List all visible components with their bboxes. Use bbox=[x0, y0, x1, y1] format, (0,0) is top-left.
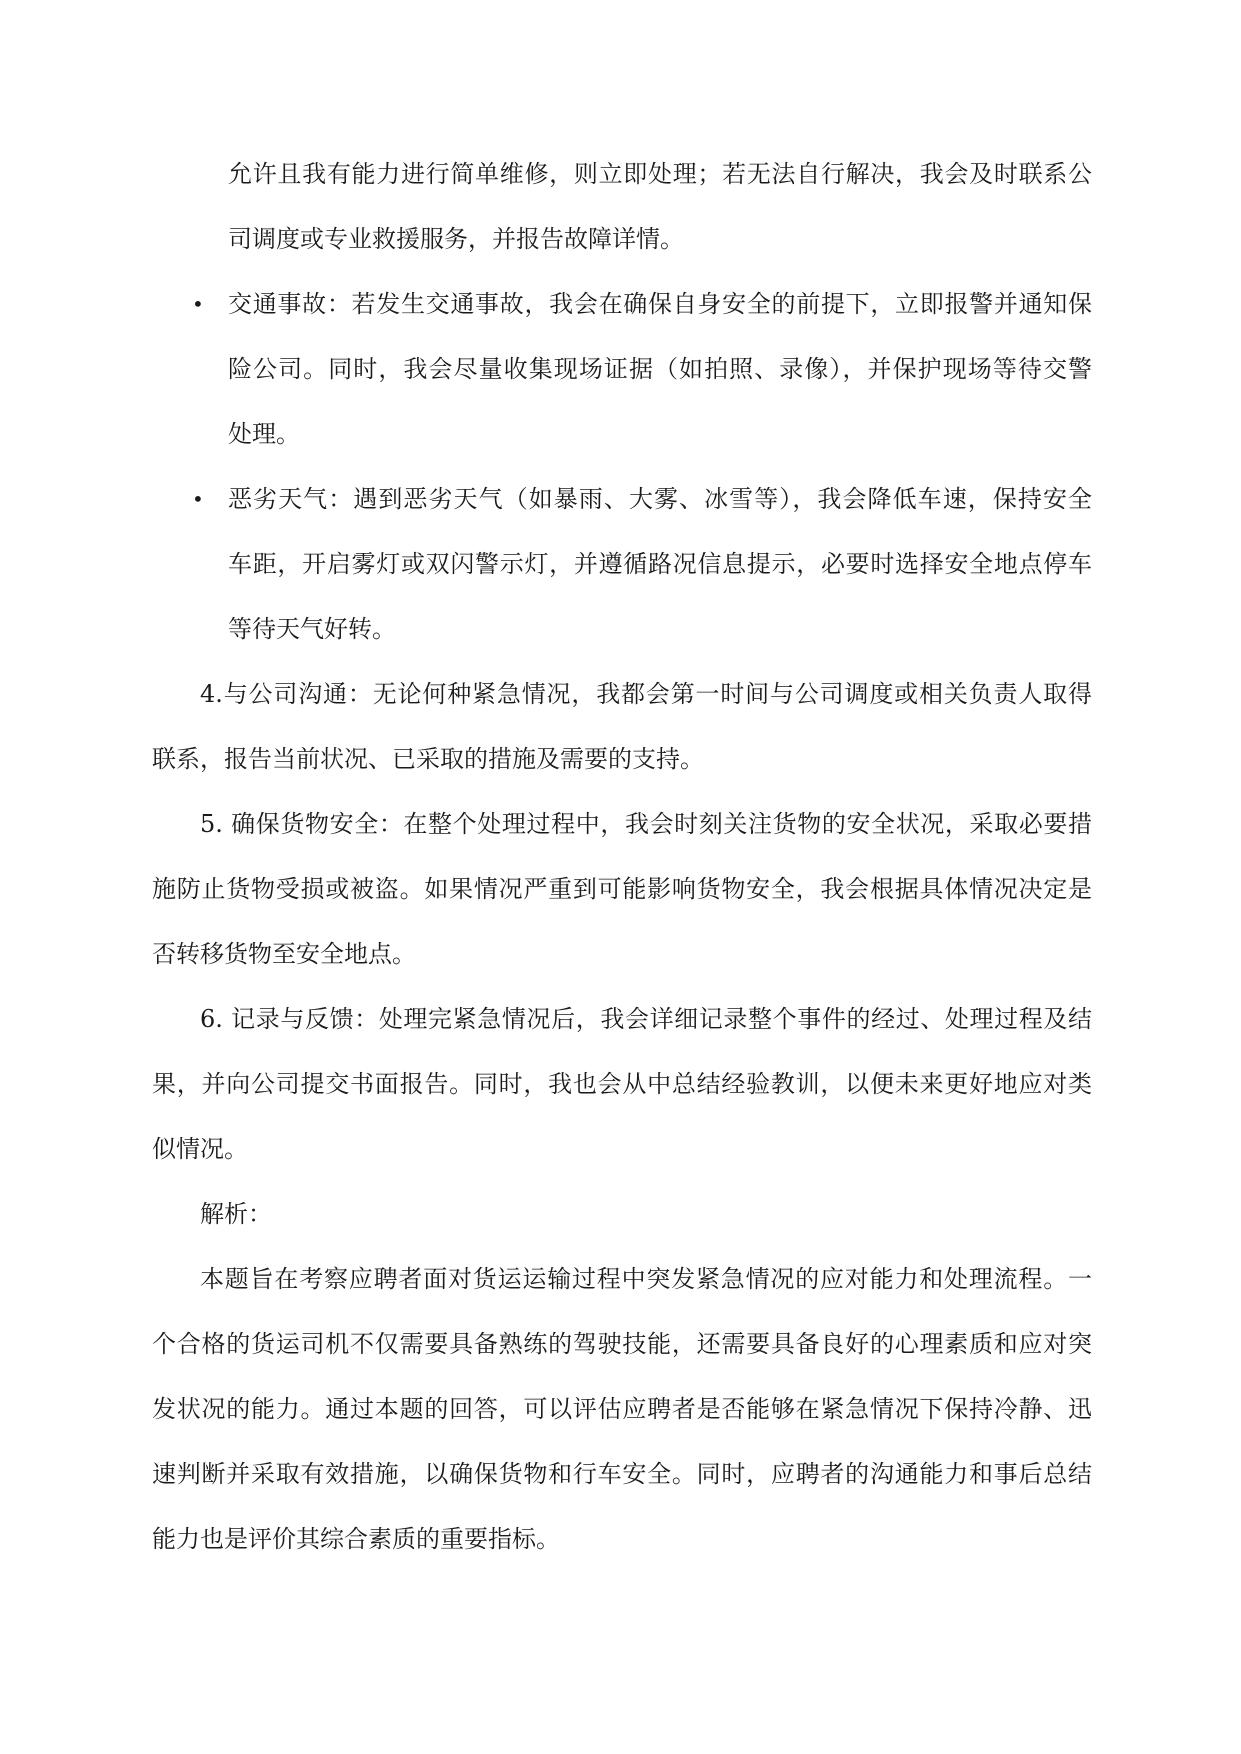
list-item-vehicle-breakdown bbox=[152, 142, 1092, 272]
paragraph-line: 果，并向公司提交书面报告。同时，我也会从中总结经验教训，以便未来更好地应对类 bbox=[152, 1070, 1092, 1098]
analysis-heading-text: 解析： bbox=[200, 1200, 272, 1228]
list-item-bad-weather bbox=[152, 467, 1092, 662]
paragraph-line: 速判断并采取有效措施，以确保货物和行车安全。同时，应聘者的沟通能力和事后总结 bbox=[152, 1460, 1092, 1488]
list-item-line: 司调度或专业救援服务，并报告故障详情。 bbox=[228, 225, 684, 253]
paragraph-cargo-safety bbox=[152, 792, 1092, 987]
paragraph-line: 4.与公司沟通：无论何种紧急情况，我都会第一时间与公司调度或相关负责人取得 bbox=[200, 680, 1092, 708]
paragraph-analysis bbox=[152, 1247, 1092, 1572]
paragraph-line: 发状况的能力。通过本题的回答，可以评估应聘者是否能够在紧急情况下保持冷静、迅 bbox=[152, 1395, 1092, 1423]
list-item-line: 车距，开启雾灯或双闪警示灯，并遵循路况信息提示，必要时选择安全地点停车 bbox=[228, 550, 1092, 578]
list-item-line: 交通事故：若发生交通事故，我会在确保自身安全的前提下，立即报警并通知保 bbox=[228, 290, 1092, 318]
analysis-heading bbox=[152, 1182, 1092, 1247]
paragraph-line: 联系，报告当前状况、已采取的措施及需要的支持。 bbox=[152, 745, 704, 773]
list-item-line: 处理。 bbox=[228, 420, 300, 448]
paragraph-line: 施防止货物受损或被盗。如果情况严重到可能影响货物安全，我会根据具体情况决定是 bbox=[152, 875, 1092, 903]
paragraph-line: 否转移货物至安全地点。 bbox=[152, 940, 416, 968]
paragraph-line: 似情况。 bbox=[152, 1135, 248, 1163]
bullet-marker-icon: • bbox=[192, 487, 204, 511]
paragraph-line: 5. 确保货物安全：在整个处理过程中，我会时刻关注货物的安全状况，采取必要措 bbox=[200, 810, 1092, 838]
list-item-traffic-accident bbox=[152, 272, 1092, 467]
paragraph-line: 本题旨在考察应聘者面对货运运输过程中突发紧急情况的应对能力和处理流程。一 bbox=[200, 1265, 1092, 1293]
document-body bbox=[152, 142, 1092, 1572]
list-item-line: 恶劣天气：遇到恶劣天气（如暴雨、大雾、冰雪等），我会降低车速，保持安全 bbox=[228, 485, 1092, 513]
paragraph-line: 能力也是评价其综合素质的重要指标。 bbox=[152, 1525, 560, 1553]
list-item-line: 等待天气好转。 bbox=[228, 615, 396, 643]
paragraph-communicate bbox=[152, 662, 1092, 792]
paragraph-record-feedback bbox=[152, 987, 1092, 1182]
paragraph-line: 6. 记录与反馈：处理完紧急情况后，我会详细记录整个事件的经过、处理过程及结 bbox=[200, 1005, 1092, 1033]
list-item-line: 险公司。同时，我会尽量收集现场证据（如拍照、录像），并保护现场等待交警 bbox=[228, 355, 1092, 383]
list-item-line: 允许且我有能力进行简单维修，则立即处理；若无法自行解决，我会及时联系公 bbox=[228, 160, 1092, 188]
paragraph-line: 个合格的货运司机不仅需要具备熟练的驾驶技能，还需要具备良好的心理素质和应对突 bbox=[152, 1330, 1092, 1358]
bullet-marker-icon: • bbox=[192, 292, 204, 316]
